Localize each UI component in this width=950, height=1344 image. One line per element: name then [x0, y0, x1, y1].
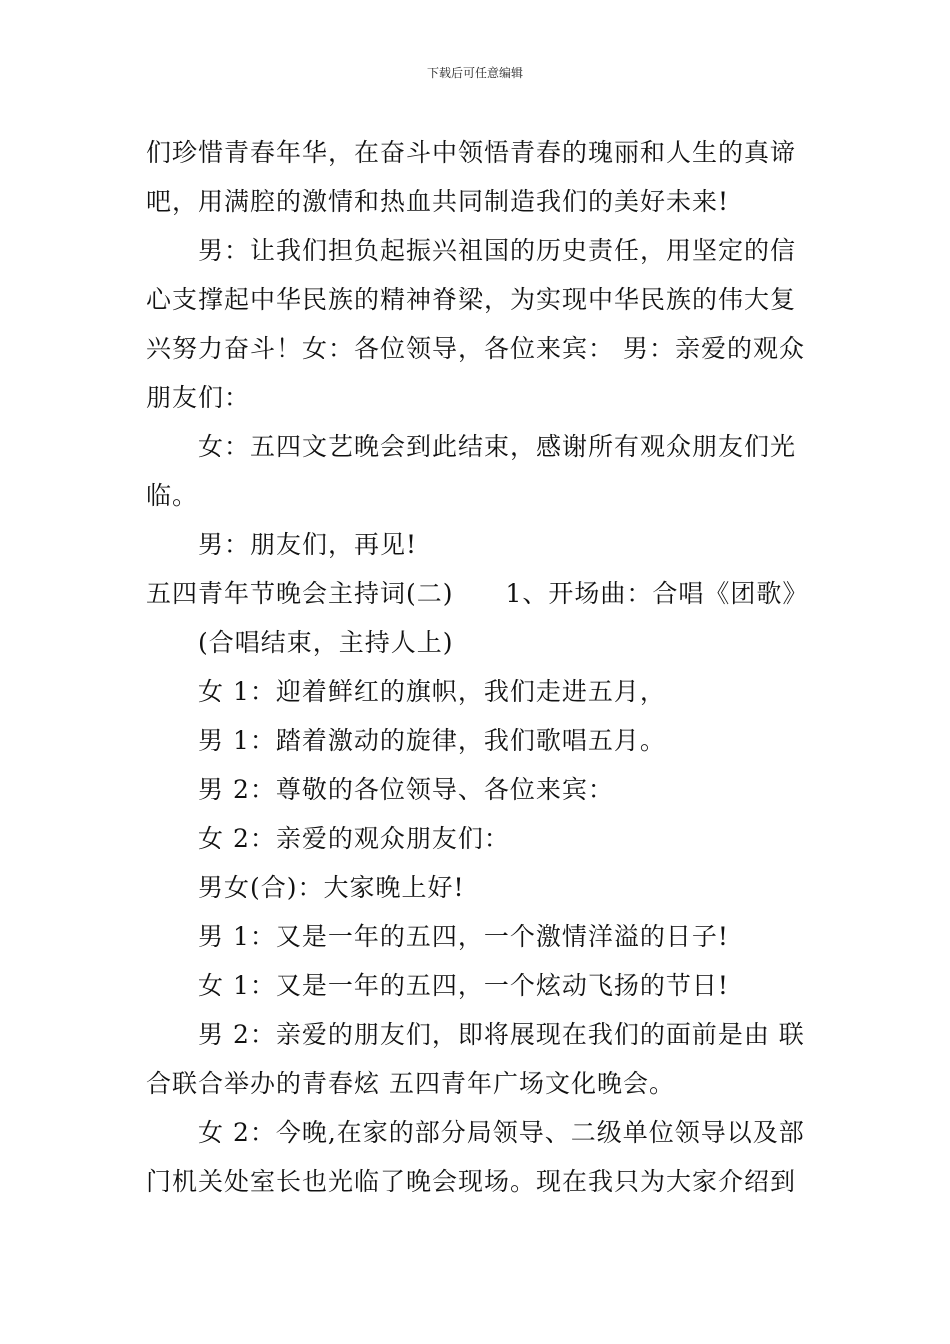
document-body	[146, 128, 808, 1206]
text-line: 男：让我们担负起振兴祖国的历史责任，用坚定的信	[198, 236, 797, 265]
text-line: 男 1：又是一年的五四，一个激情洋溢的日子!	[198, 922, 729, 951]
section-title: 五四青年节晚会主持词(二)	[146, 579, 454, 608]
text-line: 女 2：今晚,在家的部分局领导、二级单位领导以及部	[198, 1118, 805, 1147]
text-line: 朋友们：	[146, 383, 251, 412]
text-line: 临。	[146, 481, 199, 510]
text-line: 们珍惜青春年华，在奋斗中领悟青春的瑰丽和人生的真谛	[146, 138, 797, 167]
text-line: 男 2：亲爱的朋友们，即将展现在我们的面前是由 联	[198, 1020, 805, 1049]
text-line: 吧，用满腔的激情和热血共同制造我们的美好未来!	[146, 187, 730, 216]
header-note: 下载后可任意编辑	[426, 66, 523, 80]
text-line: 女：五四文艺晚会到此结束，感谢所有观众朋友们光	[198, 432, 797, 461]
text-line: 女 1：又是一年的五四，一个炫动飞扬的节日!	[198, 971, 729, 1000]
text-line: 男 1：踏着激动的旋律，我们歌唱五月。	[198, 726, 666, 755]
section-heading-line	[146, 569, 808, 618]
text-line: 女 2：亲爱的观众朋友们：	[198, 824, 510, 853]
text-line: 门机关处室长也光临了晚会现场。现在我只为大家介绍到	[146, 1167, 797, 1196]
text-line: 男 2：尊敬的各位领导、各位来宾：	[198, 775, 614, 804]
text-line: 兴努力奋斗！女：各位领导，各位来宾： 男：亲爱的观众	[146, 334, 805, 363]
text-line: 男：朋友们，再见!	[198, 530, 418, 559]
text-line: 男女(合)：大家晚上好!	[198, 873, 465, 902]
text-line: 女 1：迎着鲜红的旗帜，我们走进五月，	[198, 677, 666, 706]
text-line: 合联合举办的青春炫 五四青年广场文化晚会。	[146, 1069, 675, 1098]
text-line: 心支撑起中华民族的精神脊梁，为实现中华民族的伟大复	[146, 285, 797, 314]
text-line: (合唱结束，主持人上)	[198, 628, 454, 657]
program-item: 1、开场曲：合唱《团歌》	[505, 579, 809, 608]
